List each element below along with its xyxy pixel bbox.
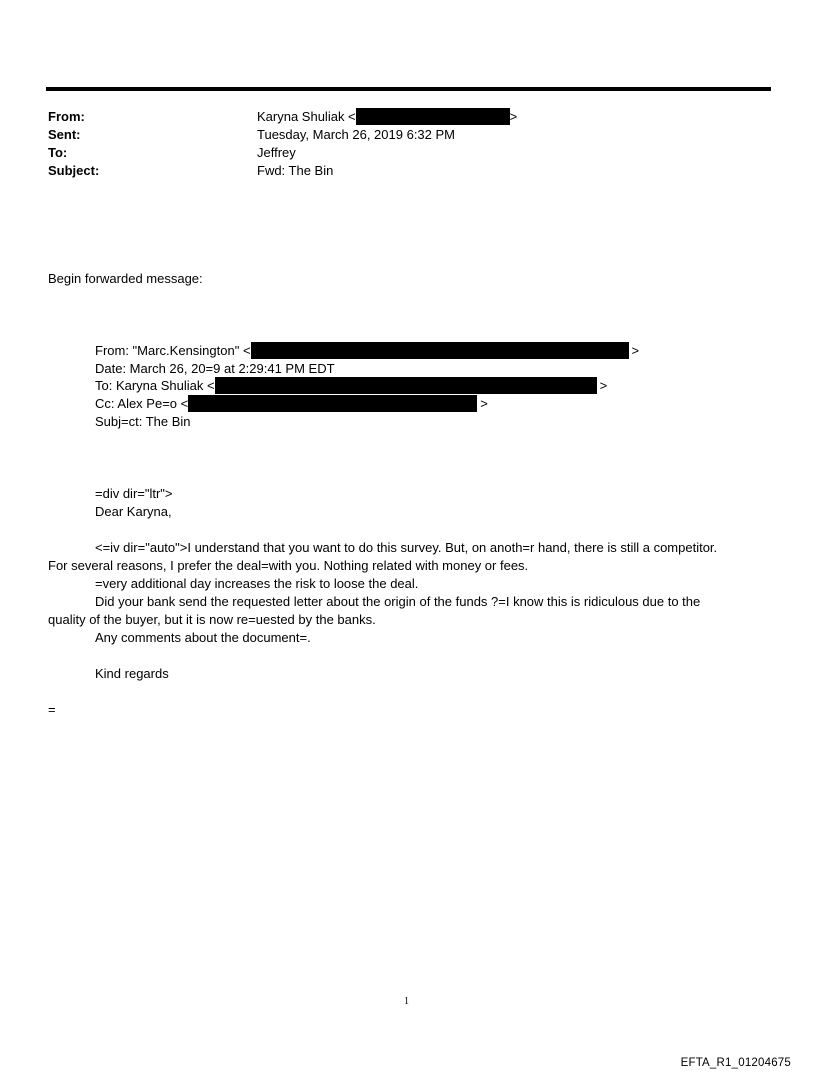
fwd-cc-close: > bbox=[480, 396, 488, 411]
paragraph-4: Any comments about the document=. bbox=[95, 630, 311, 645]
fwd-to-close: > bbox=[599, 378, 608, 393]
forward-intro: Begin forwarded message: bbox=[48, 271, 203, 286]
redaction-box bbox=[356, 108, 510, 125]
paragraph-1-line-1: <=iv dir="auto">I understand that you want to do this survey. But, on anoth=r hand, there is still a competitor. bbox=[95, 540, 718, 555]
bates-number: EFTA_R1_01204675 bbox=[680, 1057, 791, 1069]
div-markup-line: =div dir="ltr"> bbox=[95, 486, 173, 501]
to-label: To: bbox=[48, 145, 68, 160]
fwd-to-line bbox=[95, 377, 607, 395]
to-value: Jeffrey bbox=[257, 145, 296, 160]
redaction-box bbox=[188, 395, 477, 412]
redaction-box bbox=[251, 342, 629, 359]
fwd-subject-line: Subj=ct: The Bin bbox=[95, 414, 191, 429]
fwd-to-text: To: Karyna Shuliak < bbox=[95, 378, 215, 393]
trailer: = bbox=[48, 702, 56, 717]
fwd-cc-text: Cc: Alex Pe=o < bbox=[95, 396, 189, 411]
greeting: Dear Karyna, bbox=[95, 504, 172, 519]
fwd-from-text: From: "Marc.Kensington" < bbox=[95, 343, 251, 358]
fwd-cc-line bbox=[95, 395, 488, 413]
fwd-date-line: Date: March 26, 20=9 at 2:29:41 PM EDT bbox=[95, 361, 335, 376]
paragraph-1-line-2: For several reasons, I prefer the deal=with you. Nothing related with money or fees. bbox=[48, 558, 529, 573]
subject-label: Subject: bbox=[48, 163, 100, 178]
paragraph-3-line-2: quality of the buyer, but it is now re=uested by the banks. bbox=[48, 612, 376, 627]
from-close: > bbox=[509, 109, 518, 124]
paragraph-2: =very additional day increases the risk to loose the deal. bbox=[95, 576, 419, 591]
redaction-box bbox=[215, 377, 597, 394]
sent-label: Sent: bbox=[48, 127, 81, 142]
fwd-from-close: > bbox=[631, 343, 640, 358]
from-name: Karyna Shuliak < bbox=[257, 109, 356, 124]
subject-value: Fwd: The Bin bbox=[257, 163, 334, 178]
paragraph-3-line-1: Did your bank send the requested letter about the origin of the funds ?=I know this is ridiculous due to the bbox=[95, 594, 701, 609]
closing: Kind regards bbox=[95, 666, 169, 681]
from-label: From: bbox=[48, 109, 85, 124]
sent-value: Tuesday, March 26, 2019 6:32 PM bbox=[257, 127, 455, 142]
from-value bbox=[257, 108, 517, 126]
page-number: 1 bbox=[404, 996, 409, 1007]
header-rule bbox=[46, 87, 771, 91]
fwd-from-line bbox=[95, 342, 639, 360]
